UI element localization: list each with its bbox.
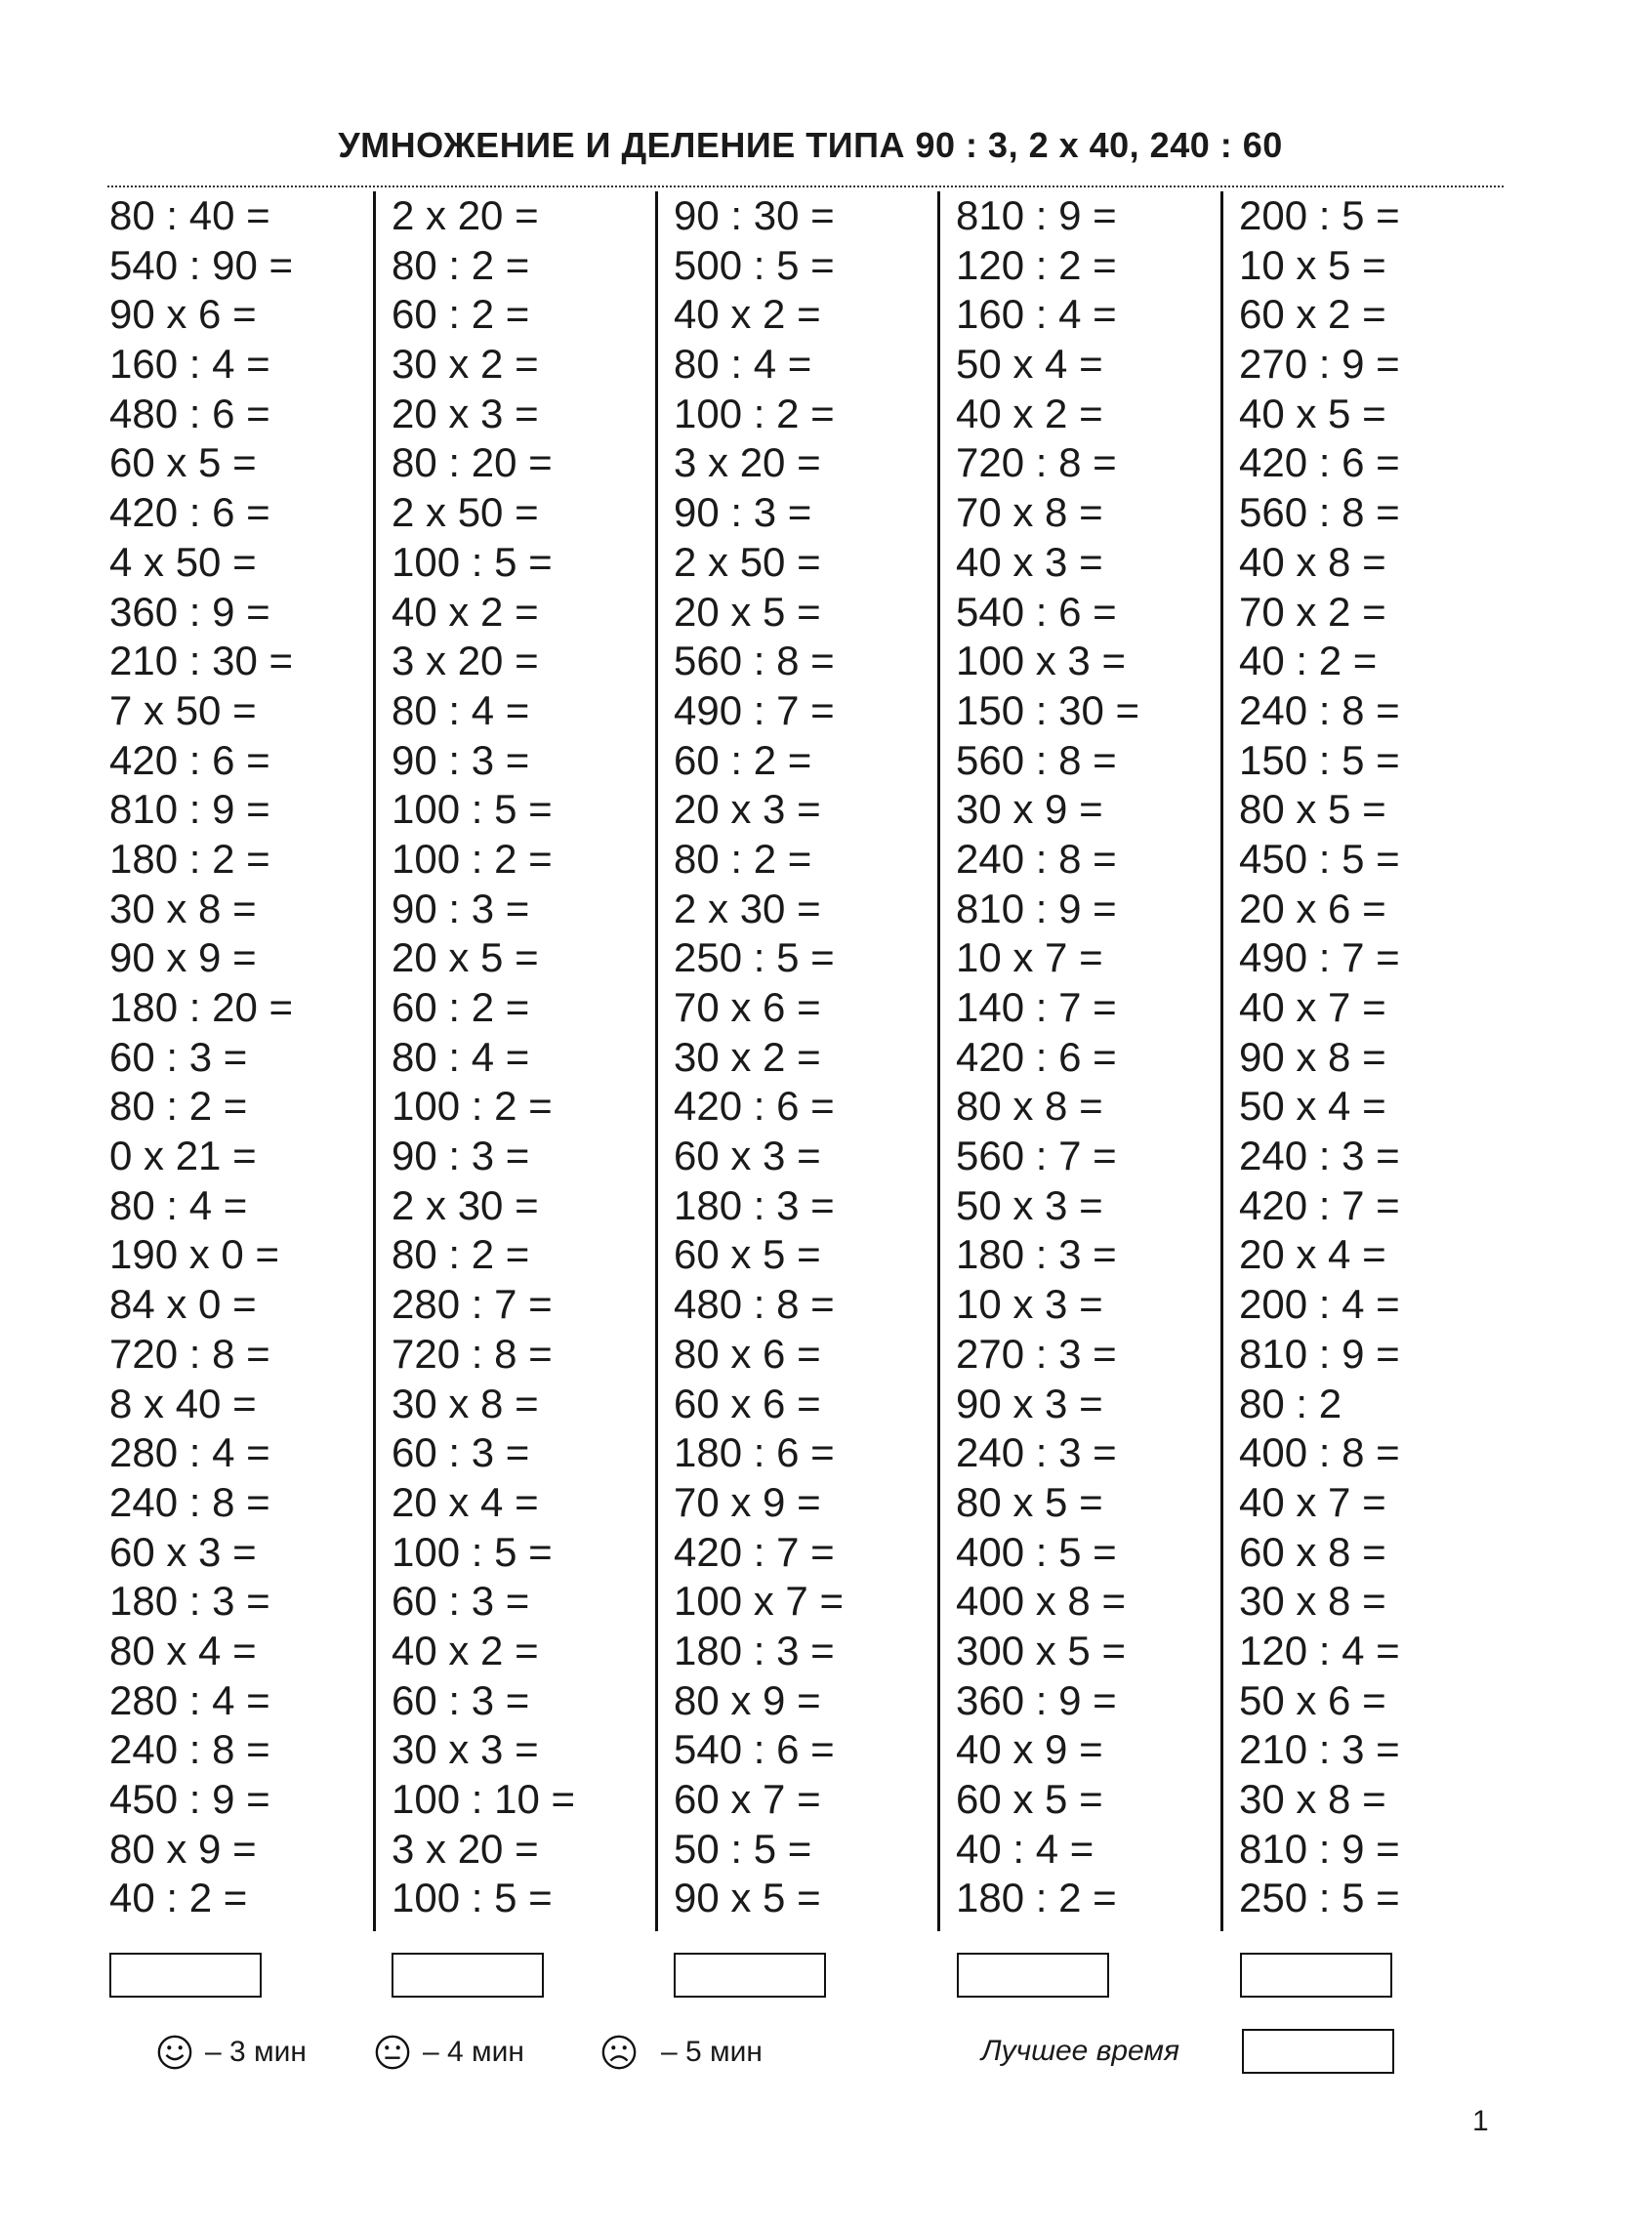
exercise-item: 40 х 2 = bbox=[674, 291, 821, 338]
answer-time-box-1[interactable] bbox=[109, 1953, 262, 1998]
exercise-item: 40 х 7 = bbox=[1239, 984, 1386, 1030]
exercise-item: 60 : 2 = bbox=[392, 291, 530, 338]
exercise-item: 60 х 5 = bbox=[109, 439, 257, 486]
exercise-item: 60 х 7 = bbox=[674, 1776, 821, 1822]
exercise-item: 500 : 5 = bbox=[674, 241, 835, 288]
exercise-item: 40 х 2 = bbox=[392, 1627, 539, 1673]
smiley-happy-icon bbox=[156, 2034, 193, 2071]
exercise-item: 70 х 8 = bbox=[956, 489, 1103, 536]
exercise-item: 40 х 7 = bbox=[1239, 1478, 1386, 1525]
exercise-item: 80 х 6 = bbox=[674, 1330, 821, 1377]
exercise-item: 60 : 2 = bbox=[674, 736, 812, 783]
page-number: 1 bbox=[1472, 2105, 1489, 2137]
exercise-item: 80 : 4 = bbox=[674, 341, 812, 388]
exercise-item: 30 х 2 = bbox=[674, 1033, 821, 1080]
exercise-item: 80 : 2 = bbox=[109, 1083, 248, 1130]
exercise-item: 560 : 8 = bbox=[956, 736, 1117, 783]
exercise-item: 240 : 8 = bbox=[956, 835, 1117, 882]
exercise-item: 300 х 5 = bbox=[956, 1627, 1126, 1673]
exercise-item: 40 : 2 = bbox=[1239, 638, 1378, 684]
exercise-item: 200 : 4 = bbox=[1239, 1281, 1400, 1328]
exercise-item: 70 х 9 = bbox=[674, 1478, 821, 1525]
exercise-item: 80 : 2 = bbox=[392, 241, 530, 288]
exercise-item: 60 : 2 = bbox=[392, 984, 530, 1030]
exercise-item: 180 : 3 = bbox=[956, 1231, 1117, 1278]
exercise-item: 420 : 6 = bbox=[674, 1083, 835, 1130]
exercise-item: 80 : 4 = bbox=[392, 1033, 530, 1080]
exercise-item: 50 х 4 = bbox=[1239, 1083, 1386, 1130]
legend-neutral bbox=[374, 2031, 524, 2074]
exercise-item: 80 х 5 = bbox=[1239, 786, 1386, 833]
exercise-item: 40 х 9 = bbox=[956, 1726, 1103, 1773]
exercise-item: 210 : 30 = bbox=[109, 638, 293, 684]
exercise-item: 60 : 3 = bbox=[392, 1676, 530, 1723]
exercise-item: 2 х 30 = bbox=[392, 1181, 539, 1228]
exercise-item: 140 : 7 = bbox=[956, 984, 1117, 1030]
exercise-item: 80 х 9 = bbox=[674, 1676, 821, 1723]
exercise-item: 80 х 4 = bbox=[109, 1627, 257, 1673]
exercise-item: 90 : 3 = bbox=[392, 885, 530, 931]
exercise-item: 80 : 4 = bbox=[392, 686, 530, 733]
exercise-item: 100 : 10 = bbox=[392, 1776, 575, 1822]
answer-time-box-4[interactable] bbox=[957, 1953, 1109, 1998]
exercise-item: 90 : 30 = bbox=[674, 192, 835, 238]
exercise-item: 190 х 0 = bbox=[109, 1231, 279, 1278]
exercise-item: 270 : 9 = bbox=[1239, 341, 1400, 388]
exercise-item: 60 х 5 = bbox=[956, 1776, 1103, 1822]
exercise-item: 180 : 3 = bbox=[674, 1627, 835, 1673]
exercise-item: 250 : 5 = bbox=[1239, 1875, 1400, 1921]
exercise-item: 180 : 20 = bbox=[109, 984, 293, 1030]
exercise-item: 280 : 7 = bbox=[392, 1281, 553, 1328]
exercise-item: 810 : 9 = bbox=[1239, 1330, 1400, 1377]
exercise-column-4 bbox=[937, 191, 1204, 1931]
smiley-neutral-icon bbox=[374, 2034, 411, 2071]
exercise-item: 20 х 4 = bbox=[1239, 1231, 1386, 1278]
best-time-label: Лучшее время bbox=[981, 2035, 1179, 2067]
exercise-item: 90 : 3 = bbox=[392, 736, 530, 783]
exercise-item: 80 : 2 = bbox=[392, 1231, 530, 1278]
exercise-item: 10 х 5 = bbox=[1239, 241, 1386, 288]
exercise-item: 400 : 5 = bbox=[956, 1528, 1117, 1575]
exercise-item: 280 : 4 = bbox=[109, 1676, 270, 1723]
exercise-item: 100 х 3 = bbox=[956, 638, 1126, 684]
exercise-item: 30 х 8 = bbox=[392, 1380, 539, 1426]
exercise-item: 180 : 3 = bbox=[674, 1181, 835, 1228]
exercise-item: 490 : 7 = bbox=[674, 686, 835, 733]
exercise-item: 50 х 6 = bbox=[1239, 1676, 1386, 1723]
exercise-item: 810 : 9 = bbox=[956, 192, 1117, 238]
exercise-item: 80 х 9 = bbox=[109, 1825, 257, 1872]
exercise-item: 420 : 6 = bbox=[1239, 439, 1400, 486]
exercise-item: 80 : 40 = bbox=[109, 192, 270, 238]
exercise-item: 210 : 3 = bbox=[1239, 1726, 1400, 1773]
exercise-item: 8 х 40 = bbox=[109, 1380, 257, 1426]
exercise-item: 20 х 6 = bbox=[1239, 885, 1386, 931]
exercise-item: 540 : 6 = bbox=[674, 1726, 835, 1773]
legend-sad bbox=[600, 2031, 763, 2074]
exercise-item: 150 : 5 = bbox=[1239, 736, 1400, 783]
exercise-item: 420 : 7 = bbox=[1239, 1181, 1400, 1228]
exercise-item: 10 х 7 = bbox=[956, 934, 1103, 981]
exercise-item: 80 : 2 bbox=[1239, 1380, 1342, 1426]
exercise-item: 450 : 5 = bbox=[1239, 835, 1400, 882]
exercise-item: 490 : 7 = bbox=[1239, 934, 1400, 981]
exercise-item: 60 х 8 = bbox=[1239, 1528, 1386, 1575]
exercise-item: 240 : 8 = bbox=[109, 1726, 270, 1773]
exercise-item: 70 х 2 = bbox=[1239, 588, 1386, 635]
exercise-item: 720 : 8 = bbox=[956, 439, 1117, 486]
exercise-item: 200 : 5 = bbox=[1239, 192, 1400, 238]
exercise-item: 40 : 4 = bbox=[956, 1825, 1094, 1872]
exercise-item: 100 : 5 = bbox=[392, 538, 553, 585]
exercise-item: 100 х 7 = bbox=[674, 1578, 844, 1625]
exercise-item: 80 х 5 = bbox=[956, 1478, 1103, 1525]
exercise-item: 100 : 5 = bbox=[392, 1528, 553, 1575]
exercise-item: 90 х 5 = bbox=[674, 1875, 821, 1921]
exercise-item: 90 : 3 = bbox=[392, 1133, 530, 1179]
legend-label-sad: – 5 мин bbox=[661, 2036, 763, 2068]
exercise-item: 560 : 8 = bbox=[674, 638, 835, 684]
exercise-item: 280 : 4 = bbox=[109, 1429, 270, 1476]
dotted-divider bbox=[107, 186, 1504, 187]
exercise-item: 20 х 3 = bbox=[392, 390, 539, 436]
exercise-item: 10 х 3 = bbox=[956, 1281, 1103, 1328]
exercise-item: 100 : 2 = bbox=[392, 1083, 553, 1130]
exercise-item: 560 : 7 = bbox=[956, 1133, 1117, 1179]
exercise-item: 30 х 8 = bbox=[1239, 1776, 1386, 1822]
exercise-item: 60 х 2 = bbox=[1239, 291, 1386, 338]
answer-time-box-2[interactable] bbox=[392, 1953, 544, 1998]
exercise-item: 40 : 2 = bbox=[109, 1875, 248, 1921]
answer-time-box-5[interactable] bbox=[1240, 1953, 1392, 1998]
exercise-item: 60 х 3 = bbox=[109, 1528, 257, 1575]
exercise-item: 480 : 8 = bbox=[674, 1281, 835, 1328]
exercise-item: 810 : 9 = bbox=[1239, 1825, 1400, 1872]
exercise-item: 240 : 3 = bbox=[956, 1429, 1117, 1476]
exercise-item: 240 : 3 = bbox=[1239, 1133, 1400, 1179]
exercise-item: 3 х 20 = bbox=[392, 1825, 539, 1872]
exercise-item: 50 х 4 = bbox=[956, 341, 1103, 388]
exercise-item: 810 : 9 = bbox=[956, 885, 1117, 931]
exercise-item: 60 х 6 = bbox=[674, 1380, 821, 1426]
exercise-item: 180 : 2 = bbox=[956, 1875, 1117, 1921]
exercise-column-1 bbox=[109, 191, 373, 1923]
exercise-item: 80 : 4 = bbox=[109, 1181, 248, 1228]
exercise-item: 3 х 20 = bbox=[392, 638, 539, 684]
exercise-item: 480 : 6 = bbox=[109, 390, 270, 436]
exercise-item: 420 : 6 = bbox=[109, 489, 270, 536]
exercise-item: 160 : 4 = bbox=[109, 341, 270, 388]
exercise-column-3 bbox=[655, 191, 922, 1931]
smiley-sad-icon bbox=[600, 2034, 638, 2071]
exercise-item: 20 х 4 = bbox=[392, 1478, 539, 1525]
legend-happy bbox=[156, 2031, 307, 2074]
exercise-item: 400 х 8 = bbox=[956, 1578, 1126, 1625]
exercise-item: 30 х 8 = bbox=[109, 885, 257, 931]
exercise-item: 3 х 20 = bbox=[674, 439, 821, 486]
exercise-item: 420 : 7 = bbox=[674, 1528, 835, 1575]
exercise-item: 4 х 50 = bbox=[109, 538, 257, 585]
exercise-item: 60 : 3 = bbox=[109, 1033, 248, 1080]
exercise-item: 80 : 20 = bbox=[392, 439, 553, 486]
exercise-item: 60 : 3 = bbox=[392, 1429, 530, 1476]
exercise-item: 720 : 8 = bbox=[109, 1330, 270, 1377]
exercise-item: 250 : 5 = bbox=[674, 934, 835, 981]
exercise-item: 160 : 4 = bbox=[956, 291, 1117, 338]
exercise-item: 400 : 8 = bbox=[1239, 1429, 1400, 1476]
exercise-item: 540 : 90 = bbox=[109, 241, 293, 288]
exercise-item: 150 : 30 = bbox=[956, 686, 1139, 733]
exercise-item: 40 х 5 = bbox=[1239, 390, 1386, 436]
page-title: УМНОЖЕНИЕ И ДЕЛЕНИЕ ТИПА 90 : 3, 2 х 40, 240 : 60 bbox=[338, 125, 1283, 165]
exercise-item: 240 : 8 = bbox=[109, 1478, 270, 1525]
exercise-item: 30 х 8 = bbox=[1239, 1578, 1386, 1625]
exercise-item: 50 х 3 = bbox=[956, 1181, 1103, 1228]
exercise-item: 30 х 3 = bbox=[392, 1726, 539, 1773]
exercise-item: 90 х 6 = bbox=[109, 291, 257, 338]
exercise-item: 90 х 8 = bbox=[1239, 1033, 1386, 1080]
legend-label-happy: – 3 мин bbox=[205, 2036, 307, 2068]
exercise-item: 40 х 2 = bbox=[956, 390, 1103, 436]
exercise-item: 40 х 3 = bbox=[956, 538, 1103, 585]
exercise-item: 20 х 5 = bbox=[392, 934, 539, 981]
exercise-item: 40 х 2 = bbox=[392, 588, 539, 635]
exercise-item: 420 : 6 = bbox=[109, 736, 270, 783]
exercise-item: 100 : 5 = bbox=[392, 786, 553, 833]
exercise-item: 84 х 0 = bbox=[109, 1281, 257, 1328]
exercise-column-5 bbox=[1220, 191, 1487, 1931]
exercise-item: 120 : 2 = bbox=[956, 241, 1117, 288]
exercise-item: 80 : 2 = bbox=[674, 835, 812, 882]
exercise-item: 90 х 9 = bbox=[109, 934, 257, 981]
exercise-item: 360 : 9 = bbox=[956, 1676, 1117, 1723]
exercise-item: 180 : 3 = bbox=[109, 1578, 270, 1625]
exercise-column-2 bbox=[373, 191, 640, 1931]
exercise-item: 240 : 8 = bbox=[1239, 686, 1400, 733]
exercise-item: 2 х 20 = bbox=[392, 192, 539, 238]
exercise-item: 60 х 5 = bbox=[674, 1231, 821, 1278]
exercise-item: 30 х 2 = bbox=[392, 341, 539, 388]
exercise-item: 720 : 8 = bbox=[392, 1330, 553, 1377]
exercise-item: 180 : 6 = bbox=[674, 1429, 835, 1476]
exercise-item: 60 х 3 = bbox=[674, 1133, 821, 1179]
exercise-item: 20 х 5 = bbox=[674, 588, 821, 635]
legend-label-neutral: – 4 мин bbox=[423, 2036, 524, 2068]
exercise-item: 560 : 8 = bbox=[1239, 489, 1400, 536]
exercise-item: 30 х 9 = bbox=[956, 786, 1103, 833]
exercise-item: 7 х 50 = bbox=[109, 686, 257, 733]
exercise-item: 60 : 3 = bbox=[392, 1578, 530, 1625]
exercise-item: 540 : 6 = bbox=[956, 588, 1117, 635]
exercise-item: 180 : 2 = bbox=[109, 835, 270, 882]
exercise-item: 0 х 21 = bbox=[109, 1133, 257, 1179]
answer-time-box-3[interactable] bbox=[674, 1953, 826, 1998]
exercise-item: 450 : 9 = bbox=[109, 1776, 270, 1822]
exercise-item: 420 : 6 = bbox=[956, 1033, 1117, 1080]
exercise-item: 20 х 3 = bbox=[674, 786, 821, 833]
exercise-item: 50 : 5 = bbox=[674, 1825, 812, 1872]
exercise-item: 120 : 4 = bbox=[1239, 1627, 1400, 1673]
exercise-item: 810 : 9 = bbox=[109, 786, 270, 833]
exercise-item: 100 : 2 = bbox=[392, 835, 553, 882]
exercise-item: 100 : 2 = bbox=[674, 390, 835, 436]
exercise-item: 2 х 50 = bbox=[392, 489, 539, 536]
exercise-item: 2 х 30 = bbox=[674, 885, 821, 931]
exercise-item: 270 : 3 = bbox=[956, 1330, 1117, 1377]
exercise-item: 360 : 9 = bbox=[109, 588, 270, 635]
best-time-box[interactable] bbox=[1242, 2029, 1394, 2074]
exercise-item: 90 х 3 = bbox=[956, 1380, 1103, 1426]
exercise-item: 2 х 50 = bbox=[674, 538, 821, 585]
exercise-item: 70 х 6 = bbox=[674, 984, 821, 1030]
exercise-item: 100 : 5 = bbox=[392, 1875, 553, 1921]
exercise-item: 40 х 8 = bbox=[1239, 538, 1386, 585]
exercise-item: 90 : 3 = bbox=[674, 489, 812, 536]
exercise-item: 80 х 8 = bbox=[956, 1083, 1103, 1130]
